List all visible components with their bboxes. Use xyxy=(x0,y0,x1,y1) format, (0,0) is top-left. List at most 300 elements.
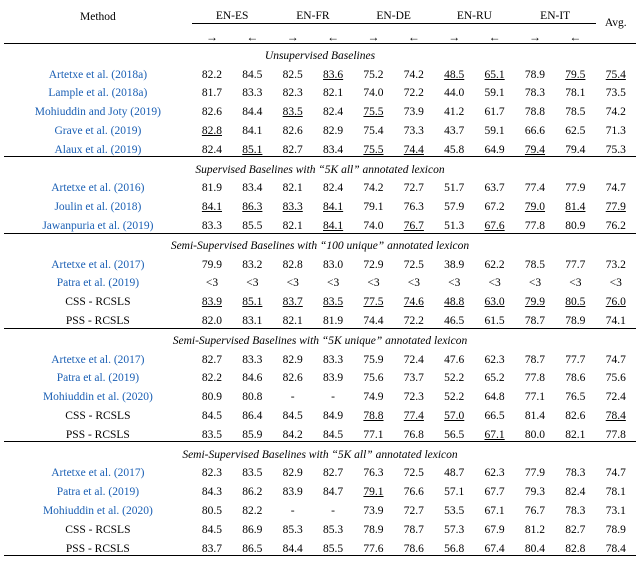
cell-score: <3 xyxy=(569,277,582,290)
group-title: Semi-Supervised Baselines with “5K unique” annotated lexicon xyxy=(4,328,636,347)
cell-score: 82.0 xyxy=(201,315,223,328)
cell-score: 78.8 xyxy=(363,410,384,423)
cell-score: <3 xyxy=(326,277,340,290)
cell-score: - xyxy=(290,391,295,404)
cell-score: 78.5 xyxy=(565,106,586,119)
cell-score: 83.9 xyxy=(323,372,344,385)
cell-score: - xyxy=(290,505,295,518)
cell-avg: 74.7 xyxy=(605,353,626,366)
column-header-avg: Avg. xyxy=(604,16,627,29)
cell-score: 86.2 xyxy=(242,486,263,499)
row-method-label: Grave et al. (2019) xyxy=(54,125,142,138)
cell-score: 82.1 xyxy=(565,428,586,441)
cell-score: 46.5 xyxy=(444,315,465,328)
group-header-row xyxy=(4,233,636,252)
cell-score: 83.2 xyxy=(242,258,263,271)
cell-score: 83.5 xyxy=(242,467,263,480)
cell-score: 74.0 xyxy=(363,220,384,233)
cell-avg: 74.1 xyxy=(605,315,626,328)
cell-avg: 74.2 xyxy=(605,106,626,119)
cell-avg: 77.9 xyxy=(605,201,626,214)
cell-score: 82.6 xyxy=(282,125,303,138)
cell-score: 67.1 xyxy=(484,505,505,518)
table-row xyxy=(4,423,636,442)
cell-score: 86.4 xyxy=(242,410,263,423)
cell-score: 80.9 xyxy=(201,391,223,404)
cell-score: 81.4 xyxy=(524,410,546,423)
cell-score: 82.1 xyxy=(323,87,344,100)
cell-avg: 76.0 xyxy=(605,296,626,309)
row-method-label: Artetxe et al. (2018a) xyxy=(48,68,148,81)
cell-score: 77.6 xyxy=(353,536,393,555)
row-method-label: Jawanpuria et al. (2019) xyxy=(42,220,154,233)
cell-score: 73.7 xyxy=(403,372,424,385)
cell-score: 78.7 xyxy=(524,315,546,328)
cell-score: 52.2 xyxy=(444,391,465,404)
cell-score: 78.5 xyxy=(524,258,546,271)
table-row xyxy=(4,195,636,214)
cell-score: 81.9 xyxy=(201,182,223,195)
cell-score: 77.4 xyxy=(524,182,546,195)
cell-score: 66.5 xyxy=(484,410,505,423)
cell-score: 86.5 xyxy=(232,536,272,555)
row-method-label: Mohiuddin et al. (2020) xyxy=(42,391,153,404)
cell-score: 48.7 xyxy=(444,467,465,480)
cell-score: 67.4 xyxy=(474,536,514,555)
table-row xyxy=(4,347,636,366)
table-row xyxy=(4,271,636,290)
group-header-row xyxy=(4,328,636,347)
row-method-label: Patra et al. (2019) xyxy=(56,277,140,290)
cell-score: <3 xyxy=(246,277,259,290)
table-row xyxy=(4,366,636,385)
cell-avg: 78.1 xyxy=(605,486,626,499)
cell-score: 75.5 xyxy=(363,143,384,156)
cell-avg: 75.3 xyxy=(605,143,626,156)
table-row xyxy=(4,176,636,195)
cell-score: 83.3 xyxy=(201,220,223,233)
cell-score: 67.1 xyxy=(484,428,505,441)
cell-score: 78.3 xyxy=(565,467,586,480)
row-method-label: CSS - RCSLS xyxy=(65,296,131,309)
cell-score: 83.1 xyxy=(242,315,263,328)
cell-score: 78.1 xyxy=(565,87,586,100)
cell-score: 78.3 xyxy=(524,87,546,100)
row-method-label: Alaux et al. (2019) xyxy=(54,143,142,156)
row-method-label: PSS - RCSLS xyxy=(4,536,192,555)
column-header-arrow-forward: → xyxy=(448,29,461,44)
row-method-label: Artetxe et al. (2017) xyxy=(51,258,145,271)
cell-score: 84.5 xyxy=(242,68,263,81)
table-row xyxy=(4,252,636,271)
column-header-arrow-forward: → xyxy=(286,29,299,44)
cell-score: 48.5 xyxy=(444,68,465,81)
cell-score: 67.6 xyxy=(484,220,505,233)
cell-score: 81.7 xyxy=(201,87,223,100)
cell-score: 84.3 xyxy=(201,486,223,499)
cell-score: 77.9 xyxy=(565,182,586,195)
column-header-method-blank xyxy=(4,23,192,43)
cell-score: 52.2 xyxy=(444,372,465,385)
cell-avg: 71.3 xyxy=(605,125,626,138)
cell-avg: <3 xyxy=(609,277,622,290)
cell-score: <3 xyxy=(286,277,299,290)
row-method-label: Mohiuddin et al. (2020) xyxy=(42,505,153,518)
cell-score: 82.1 xyxy=(282,182,303,195)
cell-score: 57.3 xyxy=(444,523,465,536)
cell-score: <3 xyxy=(205,277,219,290)
cell-score: 82.1 xyxy=(282,315,303,328)
cell-score: 72.2 xyxy=(403,87,424,100)
cell-score: 80.9 xyxy=(565,220,586,233)
cell-score: 82.7 xyxy=(323,467,344,480)
cell-score: 75.4 xyxy=(363,125,384,138)
row-method-label: CSS - RCSLS xyxy=(65,523,131,536)
cell-score: 67.7 xyxy=(484,486,505,499)
cell-score: 82.6 xyxy=(282,372,303,385)
cell-score: 78.6 xyxy=(565,372,586,385)
cell-avg: 74.7 xyxy=(605,467,626,480)
cell-score: 81.9 xyxy=(323,315,344,328)
cell-score: 83.7 xyxy=(192,536,232,555)
cell-score: 64.8 xyxy=(484,391,505,404)
cell-score: 83.4 xyxy=(242,182,263,195)
cell-score: 82.2 xyxy=(242,505,263,518)
cell-score: <3 xyxy=(407,277,420,290)
cell-score: 78.8 xyxy=(524,106,546,119)
cell-score: 82.8 xyxy=(201,125,223,138)
group-title: Unsupervised Baselines xyxy=(4,43,636,62)
cell-score: 84.5 xyxy=(323,428,344,441)
group-header-row xyxy=(4,157,636,176)
cell-score: 79.9 xyxy=(201,258,223,271)
group-title: Semi-Supervised Baselines with “5K all” annotated lexicon xyxy=(4,442,636,461)
results-table xyxy=(4,4,636,556)
cell-score: 84.1 xyxy=(201,201,223,214)
cell-score: 76.6 xyxy=(403,486,424,499)
group-header-row xyxy=(4,442,636,461)
cell-score: 74.2 xyxy=(363,182,384,195)
cell-score: <3 xyxy=(488,277,501,290)
cell-score: 56.5 xyxy=(444,428,465,441)
cell-score: 85.5 xyxy=(313,536,353,555)
cell-score: 82.6 xyxy=(201,106,223,119)
cell-score: 74.0 xyxy=(363,87,384,100)
cell-score: 43.7 xyxy=(444,125,465,138)
cell-score: 83.3 xyxy=(242,353,263,366)
cell-avg: 78.4 xyxy=(605,410,626,423)
cell-score: 59.1 xyxy=(484,87,505,100)
cell-score: 72.5 xyxy=(403,467,424,480)
cell-score: 78.9 xyxy=(524,68,546,81)
cell-score: 73.9 xyxy=(363,505,384,518)
cell-score: 83.6 xyxy=(323,68,344,81)
cell-score: 79.9 xyxy=(524,296,546,309)
cell-score: 83.4 xyxy=(323,143,344,156)
cell-score: - xyxy=(331,505,335,518)
column-header-pair-en-ru: EN-RU xyxy=(434,4,515,23)
cell-score: 84.1 xyxy=(323,201,344,214)
cell-score: 63.0 xyxy=(484,296,505,309)
cell-score: 63.7 xyxy=(484,182,505,195)
table-row xyxy=(4,214,636,233)
cell-score: 44.0 xyxy=(444,87,465,100)
table-row xyxy=(4,290,636,309)
table-row xyxy=(4,100,636,119)
cell-score: 76.7 xyxy=(403,220,424,233)
cell-score: 85.3 xyxy=(282,523,303,536)
cell-score: 64.9 xyxy=(484,143,505,156)
cell-score: - xyxy=(331,391,335,404)
group-title: Supervised Baselines with “5K all” annotated lexicon xyxy=(4,157,636,176)
cell-score: 83.3 xyxy=(282,201,303,214)
cell-score: 77.8 xyxy=(524,220,546,233)
cell-score: 80.4 xyxy=(515,536,555,555)
row-method-label: Artetxe et al. (2017) xyxy=(51,353,145,366)
cell-score: 83.3 xyxy=(323,353,344,366)
cell-score: 82.4 xyxy=(565,486,586,499)
cell-score: 83.0 xyxy=(323,258,344,271)
cell-avg: 76.2 xyxy=(605,220,626,233)
cell-score: 57.1 xyxy=(444,486,465,499)
cell-score: 72.4 xyxy=(403,353,424,366)
cell-avg: 72.4 xyxy=(605,391,626,404)
cell-score: 84.6 xyxy=(242,372,263,385)
cell-avg: 73.5 xyxy=(605,87,626,100)
cell-score: 84.5 xyxy=(282,410,303,423)
cell-avg: 74.7 xyxy=(605,182,626,195)
cell-score: 84.2 xyxy=(282,428,303,441)
cell-score: 83.5 xyxy=(323,296,344,309)
cell-score: 82.1 xyxy=(282,220,303,233)
row-method-label: Patra et al. (2019) xyxy=(56,372,140,385)
row-method-label: Joulin et al. (2018) xyxy=(54,201,142,214)
cell-score: 76.5 xyxy=(565,391,586,404)
column-header-pair-en-fr: EN-FR xyxy=(273,4,354,23)
row-method-label: Mohiuddin and Joty (2019) xyxy=(34,106,161,119)
row-method-label: PSS - RCSLS xyxy=(65,315,130,328)
cell-score: 86.9 xyxy=(242,523,263,536)
cell-score: 62.2 xyxy=(484,258,505,271)
table-row xyxy=(4,138,636,157)
cell-score: 83.7 xyxy=(282,296,303,309)
table-row xyxy=(4,404,636,423)
cell-score: 75.6 xyxy=(363,372,384,385)
cell-score: 84.5 xyxy=(201,523,223,536)
cell-score: 73.9 xyxy=(403,106,424,119)
cell-score: 65.2 xyxy=(484,372,505,385)
cell-score: 82.9 xyxy=(323,125,344,138)
cell-score: 76.8 xyxy=(403,428,424,441)
cell-score: 79.1 xyxy=(363,486,384,499)
group-header-row xyxy=(4,43,636,62)
cell-score: 82.8 xyxy=(555,536,595,555)
cell-score: 57.9 xyxy=(444,201,465,214)
cell-avg: 75.6 xyxy=(605,372,626,385)
cell-score: 77.7 xyxy=(565,353,586,366)
cell-score: 82.7 xyxy=(201,353,223,366)
cell-score: 72.7 xyxy=(403,182,424,195)
cell-score: 74.2 xyxy=(403,68,424,81)
row-method-label: Patra et al. (2019) xyxy=(56,486,140,499)
table-row xyxy=(4,309,636,328)
cell-score: 67.2 xyxy=(484,201,505,214)
cell-score: 77.8 xyxy=(524,372,546,385)
row-method-label: Artetxe et al. (2017) xyxy=(51,467,145,480)
cell-score: 74.9 xyxy=(363,391,384,404)
cell-score: 79.3 xyxy=(524,486,546,499)
cell-score: 77.5 xyxy=(363,296,384,309)
column-header-arrow-backward: ← xyxy=(488,29,501,44)
cell-score: 77.1 xyxy=(524,391,546,404)
table-row xyxy=(4,499,636,518)
cell-score: 79.1 xyxy=(363,201,384,214)
cell-score: 84.7 xyxy=(323,486,344,499)
cell-score: <3 xyxy=(367,277,380,290)
column-header-arrow-forward: → xyxy=(528,29,541,44)
cell-score: 83.9 xyxy=(201,296,223,309)
cell-score: 72.3 xyxy=(403,391,424,404)
cell-score: 82.7 xyxy=(565,523,586,536)
cell-score: 76.3 xyxy=(403,201,424,214)
cell-score: 51.3 xyxy=(444,220,465,233)
cell-avg: 73.2 xyxy=(605,258,626,271)
cell-score: 53.5 xyxy=(444,505,465,518)
group-title: Semi-Supervised Baselines with “100 unique” annotated lexicon xyxy=(4,233,636,252)
cell-score: 85.1 xyxy=(242,143,263,156)
cell-score: 61.7 xyxy=(484,106,505,119)
column-header-arrow-backward: ← xyxy=(246,29,259,44)
cell-score: 82.9 xyxy=(282,353,303,366)
cell-score: <3 xyxy=(448,277,461,290)
cell-score: 86.3 xyxy=(242,201,263,214)
cell-score: 79.5 xyxy=(565,68,586,81)
cell-score: 38.9 xyxy=(444,258,465,271)
cell-score: <3 xyxy=(528,277,542,290)
cell-score: 72.9 xyxy=(363,258,384,271)
cell-score: 82.4 xyxy=(323,106,344,119)
cell-score: 72.5 xyxy=(403,258,424,271)
column-header-pair-en-de: EN-DE xyxy=(353,4,434,23)
cell-score: 74.4 xyxy=(363,315,384,328)
cell-score: 84.5 xyxy=(201,410,223,423)
table-row xyxy=(4,536,636,555)
cell-score: 62.3 xyxy=(484,353,505,366)
cell-score: 66.6 xyxy=(524,125,546,138)
row-method-label: Lample et al. (2018a) xyxy=(48,87,148,100)
table-row xyxy=(4,518,636,537)
column-header-arrow-backward: ← xyxy=(407,29,420,44)
column-header-method: Method xyxy=(79,10,116,23)
table-header-arrow-row xyxy=(4,23,636,43)
cell-score: 76.3 xyxy=(363,467,384,480)
cell-score: 62.5 xyxy=(565,125,586,138)
cell-score: 78.9 xyxy=(363,523,384,536)
cell-score: 82.2 xyxy=(201,68,223,81)
table-row xyxy=(4,461,636,480)
cell-score: 77.7 xyxy=(565,258,586,271)
cell-score: 80.0 xyxy=(524,428,546,441)
cell-score: 82.7 xyxy=(282,143,303,156)
column-header-pair-en-es: EN-ES xyxy=(192,4,273,23)
cell-score: 75.9 xyxy=(363,353,384,366)
cell-score: 79.4 xyxy=(524,143,546,156)
cell-score: 47.6 xyxy=(444,353,465,366)
column-header-arrow-forward: → xyxy=(205,29,218,44)
cell-score: 45.8 xyxy=(444,143,465,156)
cell-score: 85.9 xyxy=(242,428,263,441)
row-method-label: Artetxe et al. (2016) xyxy=(51,182,145,195)
cell-score: 82.3 xyxy=(282,87,303,100)
cell-score: 82.6 xyxy=(565,410,586,423)
cell-score: 81.2 xyxy=(524,523,546,536)
cell-score: 85.5 xyxy=(242,220,263,233)
cell-score: 72.2 xyxy=(403,315,424,328)
column-header-arrow-backward: ← xyxy=(327,29,340,44)
cell-avg: 78.9 xyxy=(605,523,626,536)
cell-score: 82.3 xyxy=(201,467,223,480)
cell-score: 61.5 xyxy=(484,315,505,328)
cell-score: 77.4 xyxy=(403,410,424,423)
column-header-arrow-forward: → xyxy=(367,29,380,44)
cell-score: 85.3 xyxy=(323,523,344,536)
cell-score: 79.0 xyxy=(524,201,546,214)
cell-score: 85.1 xyxy=(242,296,263,309)
cell-score: 84.4 xyxy=(242,106,263,119)
cell-score: 82.9 xyxy=(282,467,303,480)
cell-score: 77.9 xyxy=(524,467,546,480)
cell-score: 77.1 xyxy=(363,428,384,441)
cell-score: 79.4 xyxy=(565,143,586,156)
cell-score: 56.8 xyxy=(434,536,474,555)
table-row xyxy=(4,480,636,499)
cell-score: 83.9 xyxy=(282,486,303,499)
cell-score: 78.9 xyxy=(565,315,586,328)
cell-avg: 75.4 xyxy=(605,68,626,81)
cell-score: 80.8 xyxy=(242,391,263,404)
cell-score: 65.1 xyxy=(484,68,505,81)
cell-score: 73.3 xyxy=(403,125,424,138)
row-method-label: PSS - RCSLS xyxy=(65,428,130,441)
cell-avg: 78.4 xyxy=(596,536,636,555)
table-header-row xyxy=(4,4,636,23)
cell-score: 78.7 xyxy=(524,353,546,366)
cell-score: 82.4 xyxy=(323,182,344,195)
cell-score: 75.2 xyxy=(363,68,384,81)
cell-score: 62.3 xyxy=(484,467,505,480)
row-method-label: CSS - RCSLS xyxy=(65,410,131,423)
cell-score: 83.5 xyxy=(282,106,303,119)
cell-score: 84.4 xyxy=(273,536,313,555)
cell-score: 51.7 xyxy=(444,182,465,195)
cell-score: 76.7 xyxy=(524,505,546,518)
cell-score: 74.4 xyxy=(403,143,424,156)
cell-score: 83.3 xyxy=(242,87,263,100)
cell-score: 67.9 xyxy=(484,523,505,536)
cell-avg: 77.8 xyxy=(605,428,626,441)
cell-score: 82.8 xyxy=(282,258,303,271)
column-header-pair-en-it: EN-IT xyxy=(515,4,596,23)
cell-score: 84.1 xyxy=(242,125,263,138)
cell-score: 59.1 xyxy=(484,125,505,138)
table-row xyxy=(4,81,636,100)
cell-score: 82.4 xyxy=(201,143,223,156)
cell-score: 84.9 xyxy=(323,410,344,423)
table-row xyxy=(4,119,636,138)
table-row xyxy=(4,385,636,404)
cell-score: 78.6 xyxy=(394,536,434,555)
cell-score: 83.5 xyxy=(201,428,223,441)
